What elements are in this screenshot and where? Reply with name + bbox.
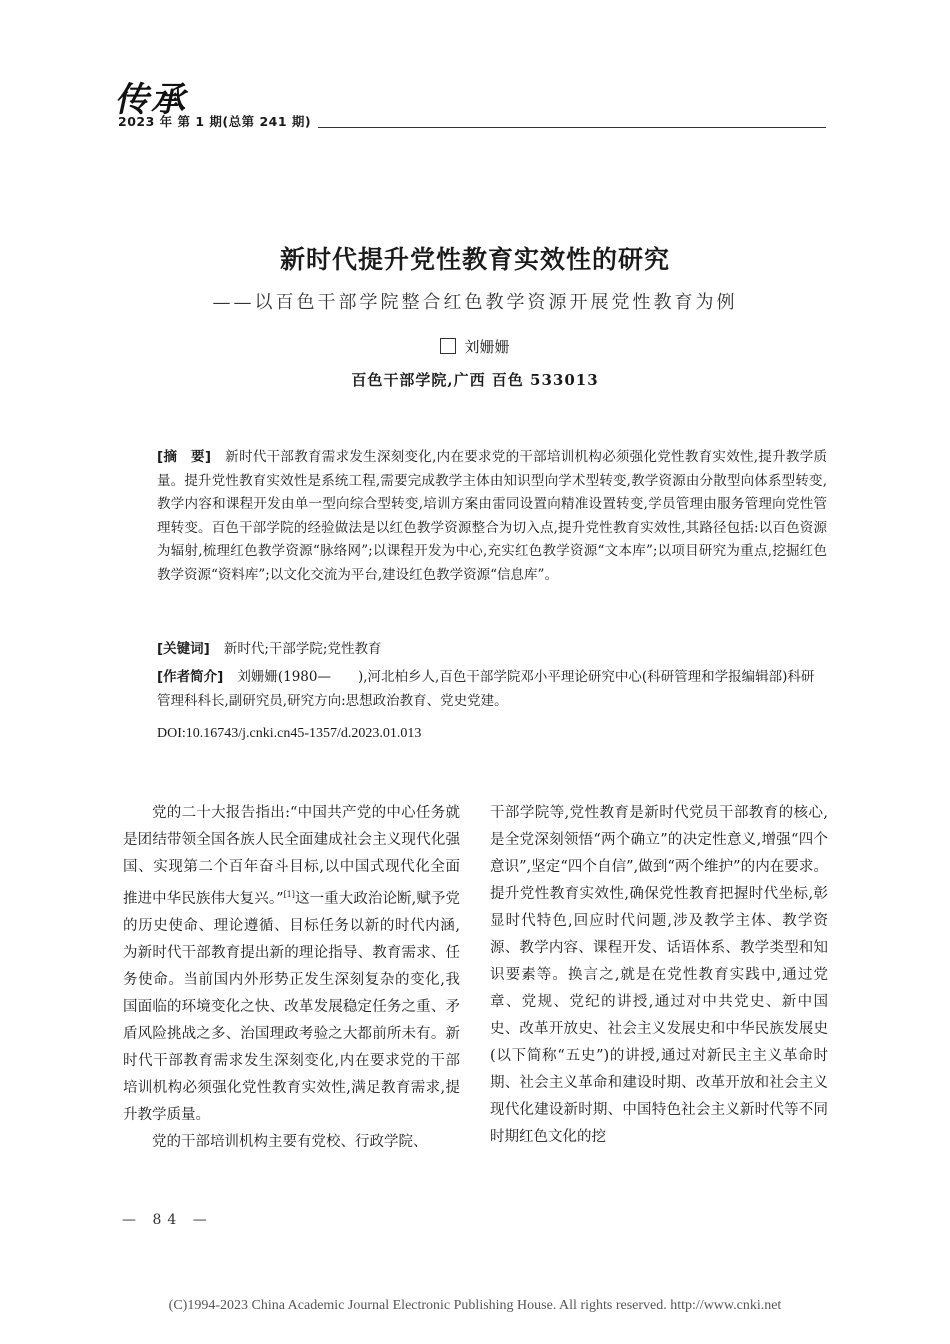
- keywords-label: [关键词]: [157, 641, 210, 657]
- body-column-left: [123, 800, 460, 1156]
- abstract-text: 新时代干部教育需求发生深刻变化,内在要求党的干部培训机构必须强化党性教育实效性,提升教学质量。提升党性教育实效性是系统工程,需要完成教学主体由知识型向学术型转变,教学资源由分散型向体系型转变,教学内容和课程开发由单一型向综合型转变,培训方案由雷同设置向精准设置转变,学员管理由服务管理向党性管理转变。百色干部学院的经验做法是以红色教学资源整合为切入点,提升党性教育实效性,其路径包括:以百色资源为辐射,梳理红色教学资源“脉络网”;以课程开发为中心,充实红色教学资源“文本库”;以项目研究为重点,挖掘红色教学资源“资料库”;以文化交流为平台,建设红色教学资源“信息库”。: [157, 449, 827, 583]
- journal-logo: 传承: [113, 80, 194, 120]
- body-paragraph: 干部学院等,党性教育是新时代党员干部教育的核心,是全党深刻领悟“两个确立”的决定性意义,增强“四个意识”,坚定“四个自信”,做到“两个维护”的内在要求。提升党性教育实效性,确保党性教育把握时代坐标,彰显时代特色,回应时代问题,涉及教学主体、教学资源、教学内容、课程开发、话语体系、教学类型和知识要素等。换言之,就是在党性教育实践中,通过党章、党规、党纪的讲授,通过对中共党史、新中国史、改革开放史、社会主义发展史和中华民族发展史(以下简称“五史”)的讲授,通过对新民主主义革命时期、社会主义革命和建设时期、改革开放和社会主义现代化建设新时期、中国特色社会主义新时代等不同时期红色文化的挖: [490, 805, 828, 1145]
- body-paragraph: 党的二十大报告指出:“中国共产党的中心任务就是团结带领全国各族人民全面建成社会主义现代化强国、实现第二个百年奋斗目标,以中国式现代化全面推进中华民族伟大复兴。”[1]这一重大政治论断,赋予党的历史使命、理论遵循、目标任务以新的时代内涵,为新时代干部教育提出新的理论指导、教育需求、任务使命。当前国内外形势正发生深刻复杂的变化,我国面临的环境变化之快、改革发展稳定任务之重、矛盾风险挑战之多、治国理政考验之大都前所未有。新时代干部教育需求发生深刻变化,内在要求党的干部培训机构必须强化党性教育实效性,满足教育需求,提升教学质量。: [123, 805, 460, 1123]
- article-subtitle: ——以百色干部学院整合红色教学资源开展党性教育为例: [212, 292, 738, 313]
- header-divider: [318, 127, 826, 128]
- body-paragraph: 党的干部培训机构主要有党校、行政学院、: [152, 1133, 428, 1150]
- author-line: [0, 336, 950, 357]
- body-column-right: [490, 800, 828, 1151]
- doi: DOI:10.16743/j.cnki.cn45-1357/d.2023.01.013: [157, 726, 422, 741]
- copyright-footer: (C)1994-2023 China Academic Journal Electronic Publishing House. All rights reserved. http://www.cnki.net: [168, 1298, 782, 1313]
- article-title: 新时代提升党性教育实效性的研究: [279, 245, 670, 274]
- bio-text: 刘姗姗(1980— ),河北柏乡人,百色干部学院邓小平理论研究中心(科研管理和学报编辑部)科研管理科科长,副研究员,研究方向:思想政治教育、党史党建。: [157, 669, 815, 709]
- keywords: [157, 638, 827, 662]
- square-icon: [440, 338, 456, 354]
- abstract-label: [摘 要]: [157, 449, 211, 465]
- citation-ref: [1]: [283, 890, 295, 899]
- author-name: 刘姗姗: [464, 338, 510, 356]
- abstract: [157, 446, 827, 587]
- affiliation: 百色干部学院,广西 百色 533013: [351, 371, 599, 389]
- author-bio: [157, 666, 827, 713]
- keywords-text: 新时代;干部学院;党性教育: [223, 641, 382, 657]
- issue-info: 2023 年 第 1 期(总第 241 期): [118, 114, 312, 129]
- bio-label: [作者简介]: [157, 669, 224, 685]
- page-number: — 84 —: [122, 1212, 213, 1228]
